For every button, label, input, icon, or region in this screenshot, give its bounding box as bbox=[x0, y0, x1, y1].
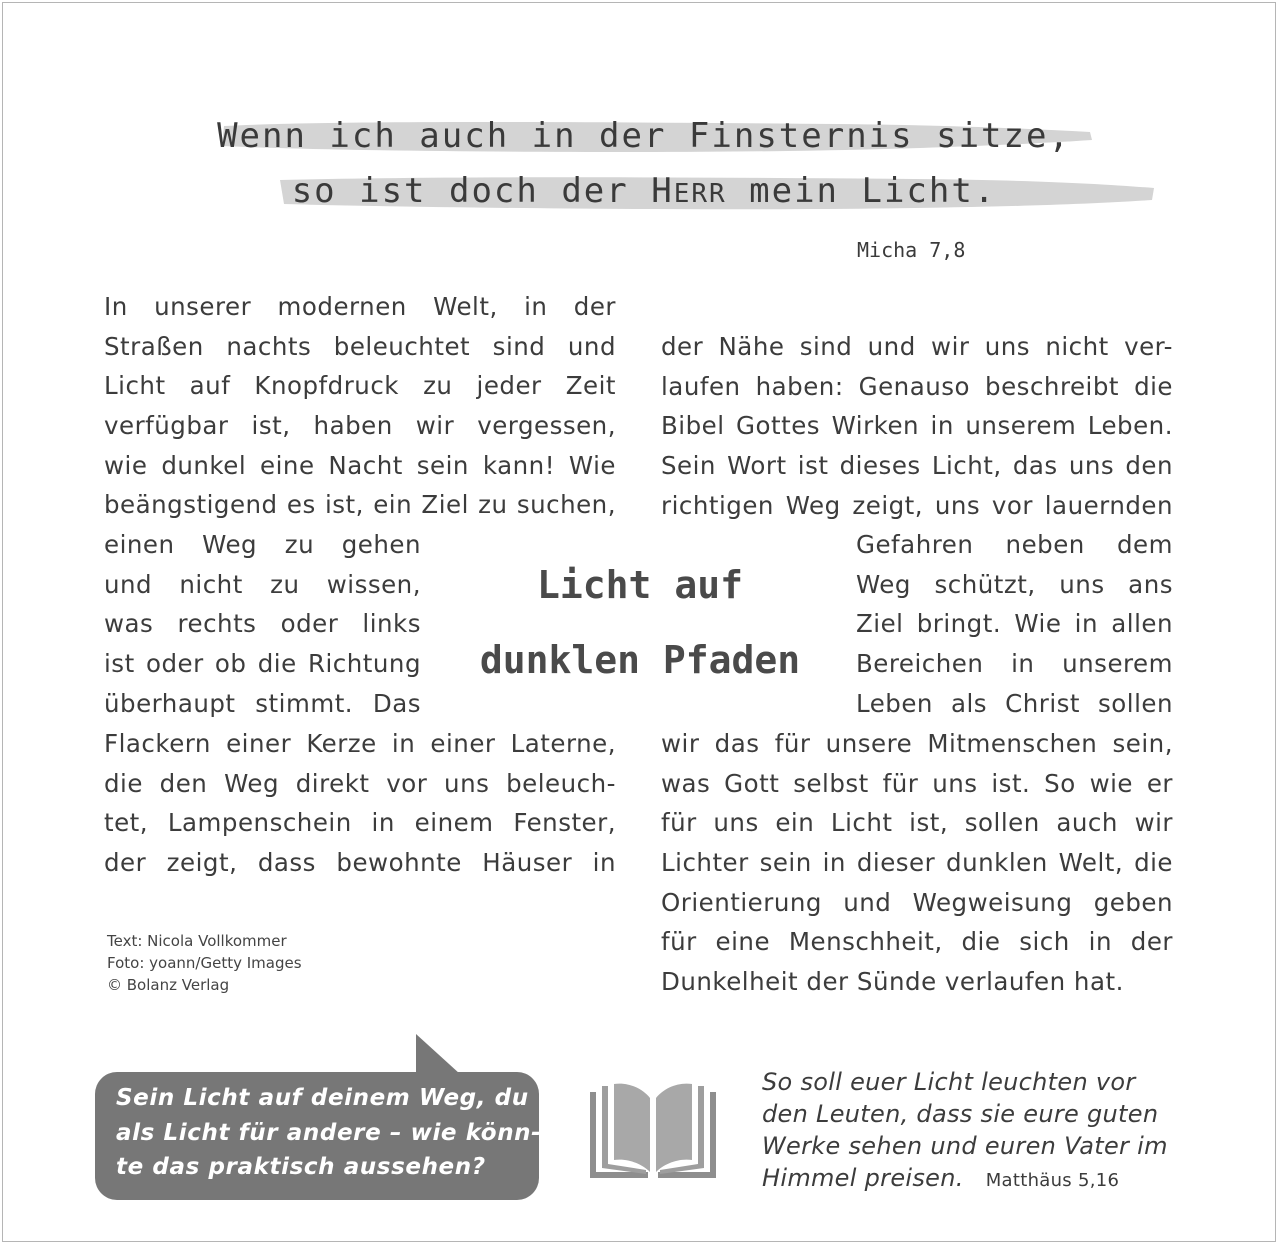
heading-line-1: Licht auf bbox=[537, 563, 743, 607]
left-line: und nicht zu wissen, bbox=[104, 569, 421, 599]
right-line: Bibel Gottes Wirken in unserem Leben. bbox=[661, 411, 1173, 441]
quote-line-2-pre: so ist doch der bbox=[291, 171, 652, 211]
right-line: laufen haben: Genauso beschreibt die bbox=[661, 371, 1173, 401]
left-line: die den Weg direkt vor uns beleuch- bbox=[104, 768, 616, 798]
right-line: für uns ein Licht ist, sollen auch wir bbox=[661, 808, 1173, 838]
right-line: Leben als Christ sollen bbox=[856, 688, 1173, 718]
credit-text: Text: Nicola Vollkommer bbox=[107, 932, 287, 950]
right-line: was Gott selbst für uns ist. So wie er bbox=[661, 768, 1173, 798]
verse-line-text: Himmel preisen. bbox=[762, 1164, 964, 1192]
right-line: für eine Menschheit, die sich in der bbox=[661, 927, 1173, 957]
verse-line: den Leuten, dass sie eure guten bbox=[762, 1100, 1159, 1128]
verse-line: So soll euer Licht leuchten vor bbox=[762, 1068, 1136, 1096]
left-line: ist oder ob die Richtung bbox=[104, 649, 421, 679]
left-line: Straßen nachts beleuchtet sind und bbox=[104, 331, 616, 361]
left-column-narrow bbox=[104, 525, 421, 723]
right-line: wir das für unsere Mitmenschen sein, bbox=[661, 729, 1173, 758]
right-line: richtigen Weg zeigt, uns vor lauernden bbox=[661, 490, 1173, 520]
left-line: In unserer modernen Welt, in der bbox=[104, 292, 616, 321]
left-line: Licht auf Knopfdruck zu jeder Zeit bbox=[104, 371, 616, 401]
right-line: Lichter sein in dieser dunklen Welt, die bbox=[661, 848, 1173, 878]
left-line: überhaupt stimmt. Das bbox=[104, 688, 421, 718]
left-line: tet, Lampenschein in einem Fenster, bbox=[104, 808, 616, 838]
quote-reference: Micha 7,8 bbox=[857, 238, 966, 262]
left-line: der zeigt, dass bewohnte Häuser in bbox=[104, 848, 616, 878]
verse-line: Werke sehen und euren Vater im bbox=[762, 1132, 1168, 1160]
quote-herr-initial: H bbox=[651, 171, 674, 211]
bubble-line: te das praktisch aussehen? bbox=[116, 1154, 486, 1180]
open-book-icon bbox=[588, 1080, 718, 1180]
right-column-top bbox=[661, 327, 1173, 525]
quote-line-2-post: mein Licht. bbox=[726, 171, 997, 211]
left-line: Flackern einer Kerze in einer Laterne, bbox=[104, 729, 616, 758]
left-column-top bbox=[104, 287, 616, 525]
right-line: Orientierung und Wegweisung geben bbox=[661, 887, 1173, 917]
left-line: beängstigend es ist, ein Ziel zu suchen, bbox=[104, 490, 616, 520]
right-line: Ziel bringt. Wie in allen bbox=[856, 609, 1173, 639]
quote-line-2 bbox=[4, 171, 1280, 211]
heading-line-2: dunklen Pfaden bbox=[479, 638, 801, 682]
right-line: Bereichen in unserem bbox=[856, 649, 1173, 679]
credit-copyright: © Bolanz Verlag bbox=[107, 976, 230, 994]
right-line: Weg schützt, uns ans bbox=[856, 569, 1173, 599]
credit-photo: Foto: yoann/Getty Images bbox=[107, 954, 302, 972]
bubble-line: als Licht für andere – wie könn- bbox=[116, 1119, 542, 1146]
speech-bubble-text bbox=[116, 1081, 542, 1185]
credits bbox=[107, 930, 302, 996]
left-line: verfügbar ist, haben wir vergessen, bbox=[104, 411, 616, 441]
left-line: wie dunkel eine Nacht sein kann! Wie bbox=[104, 450, 616, 480]
verse-reference: Matthäus 5,16 bbox=[985, 1170, 1120, 1191]
verse-last-line bbox=[762, 1162, 1172, 1197]
left-column-bottom bbox=[104, 724, 616, 883]
right-column-narrow bbox=[856, 525, 1173, 723]
left-line: einen Weg zu gehen bbox=[104, 530, 421, 559]
right-line: Dunkelheit der Sünde verlaufen hat. bbox=[661, 967, 1124, 997]
quote-line-1: Wenn ich auch in der Finsternis sitze, bbox=[217, 116, 1071, 156]
left-line: was rechts oder links bbox=[104, 609, 421, 639]
right-line: Gefahren neben dem bbox=[856, 530, 1173, 559]
right-line: der Nähe sind und wir uns nicht ver- bbox=[661, 332, 1173, 361]
quote-herr-smallcaps: ERR bbox=[673, 179, 727, 209]
right-line: Sein Wort ist dieses Licht, das uns den bbox=[661, 451, 1173, 481]
bible-verse bbox=[762, 1066, 1172, 1197]
right-column-bottom bbox=[661, 724, 1173, 1002]
bubble-line: Sein Licht auf deinem Weg, du bbox=[116, 1085, 529, 1111]
